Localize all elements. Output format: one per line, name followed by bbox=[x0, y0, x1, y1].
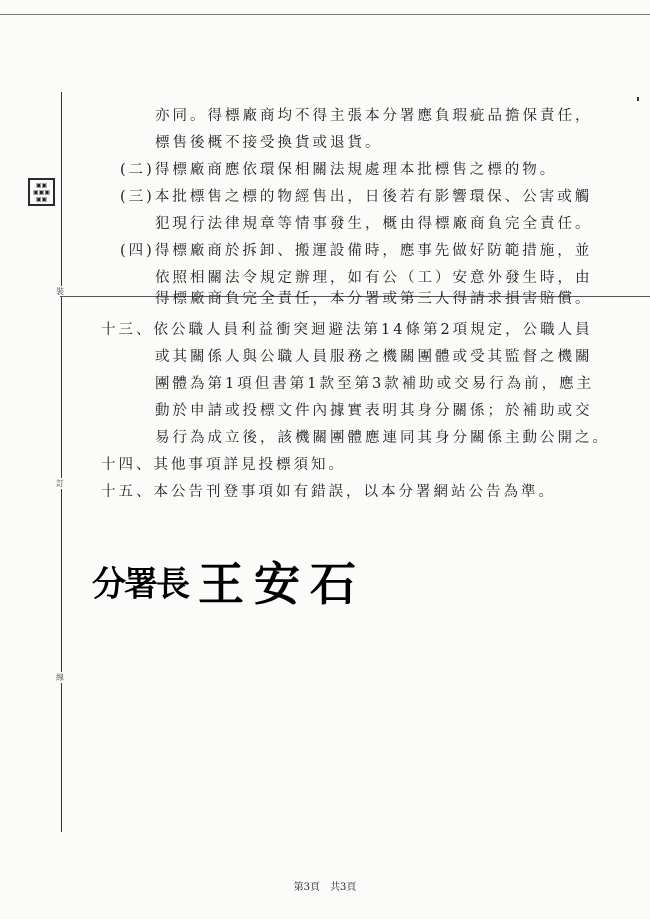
text-line: 動於申請或投標文件內據實表明其身分關係；於補助或交 bbox=[155, 403, 593, 419]
item-four: (四)得標廠商於拆卸、搬運設備時，應事先做好防範措施，並 bbox=[120, 243, 593, 259]
text-line: 標售後概不接受換貨或退貨。 bbox=[155, 135, 383, 151]
page-footer: 第3頁 共3頁 bbox=[293, 882, 357, 893]
margin-tick bbox=[637, 97, 639, 101]
top-rule bbox=[0, 14, 650, 15]
binding-mark-zhuang: 裝 bbox=[56, 287, 64, 296]
text-line: 團體為第1項但書第1款至第3款補助或交易行為前，應主 bbox=[155, 376, 595, 392]
binding-mark-xian: 線 bbox=[56, 673, 64, 682]
clause-fourteen: 十四、其他事項詳見投標須知。 bbox=[101, 457, 346, 473]
text-line: 或其關係人與公職人員服務之機關團體或受其監督之機關 bbox=[155, 349, 593, 365]
signature-name: 王安石 bbox=[198, 557, 366, 611]
binding-line bbox=[61, 92, 62, 832]
signature-title: 分署長 bbox=[92, 564, 188, 605]
clause-thirteen: 十三、依公職人員利益衝突迴避法第14條第2項規定，公職人員 bbox=[101, 322, 593, 338]
clause-fifteen: 十五、本公告刊登事項如有錯誤，以本分署網站公告為準。 bbox=[101, 484, 556, 500]
signature-block bbox=[92, 548, 366, 614]
item-three: (三)本批標售之標的物經售出，日後若有影響環保、公害或觸 bbox=[120, 189, 593, 205]
text-line: 犯現行法律規章等情事發生，概由得標廠商負完全責任。 bbox=[155, 216, 593, 232]
text-line: 亦同。得標廠商均不得主張本分署應負瑕疵品擔保責任， bbox=[155, 108, 593, 124]
text-line: 易行為成立後，該機關團體應連同其身分關係主動公開之。 bbox=[155, 430, 610, 446]
binding-mark-ding: 訂 bbox=[56, 479, 64, 488]
text-line: 依照相關法令規定辦理，如有公（工）安意外發生時，由 bbox=[155, 270, 593, 286]
seal-stamp: ▣▣ ▣▣▣ ▣▣ bbox=[28, 178, 55, 206]
text-line: 得標廠商負完全責任，本分署或第三人得請求損害賠償。 bbox=[155, 291, 593, 307]
item-two: (二)得標廠商應依環保相關法規處理本批標售之標的物。 bbox=[120, 162, 558, 178]
